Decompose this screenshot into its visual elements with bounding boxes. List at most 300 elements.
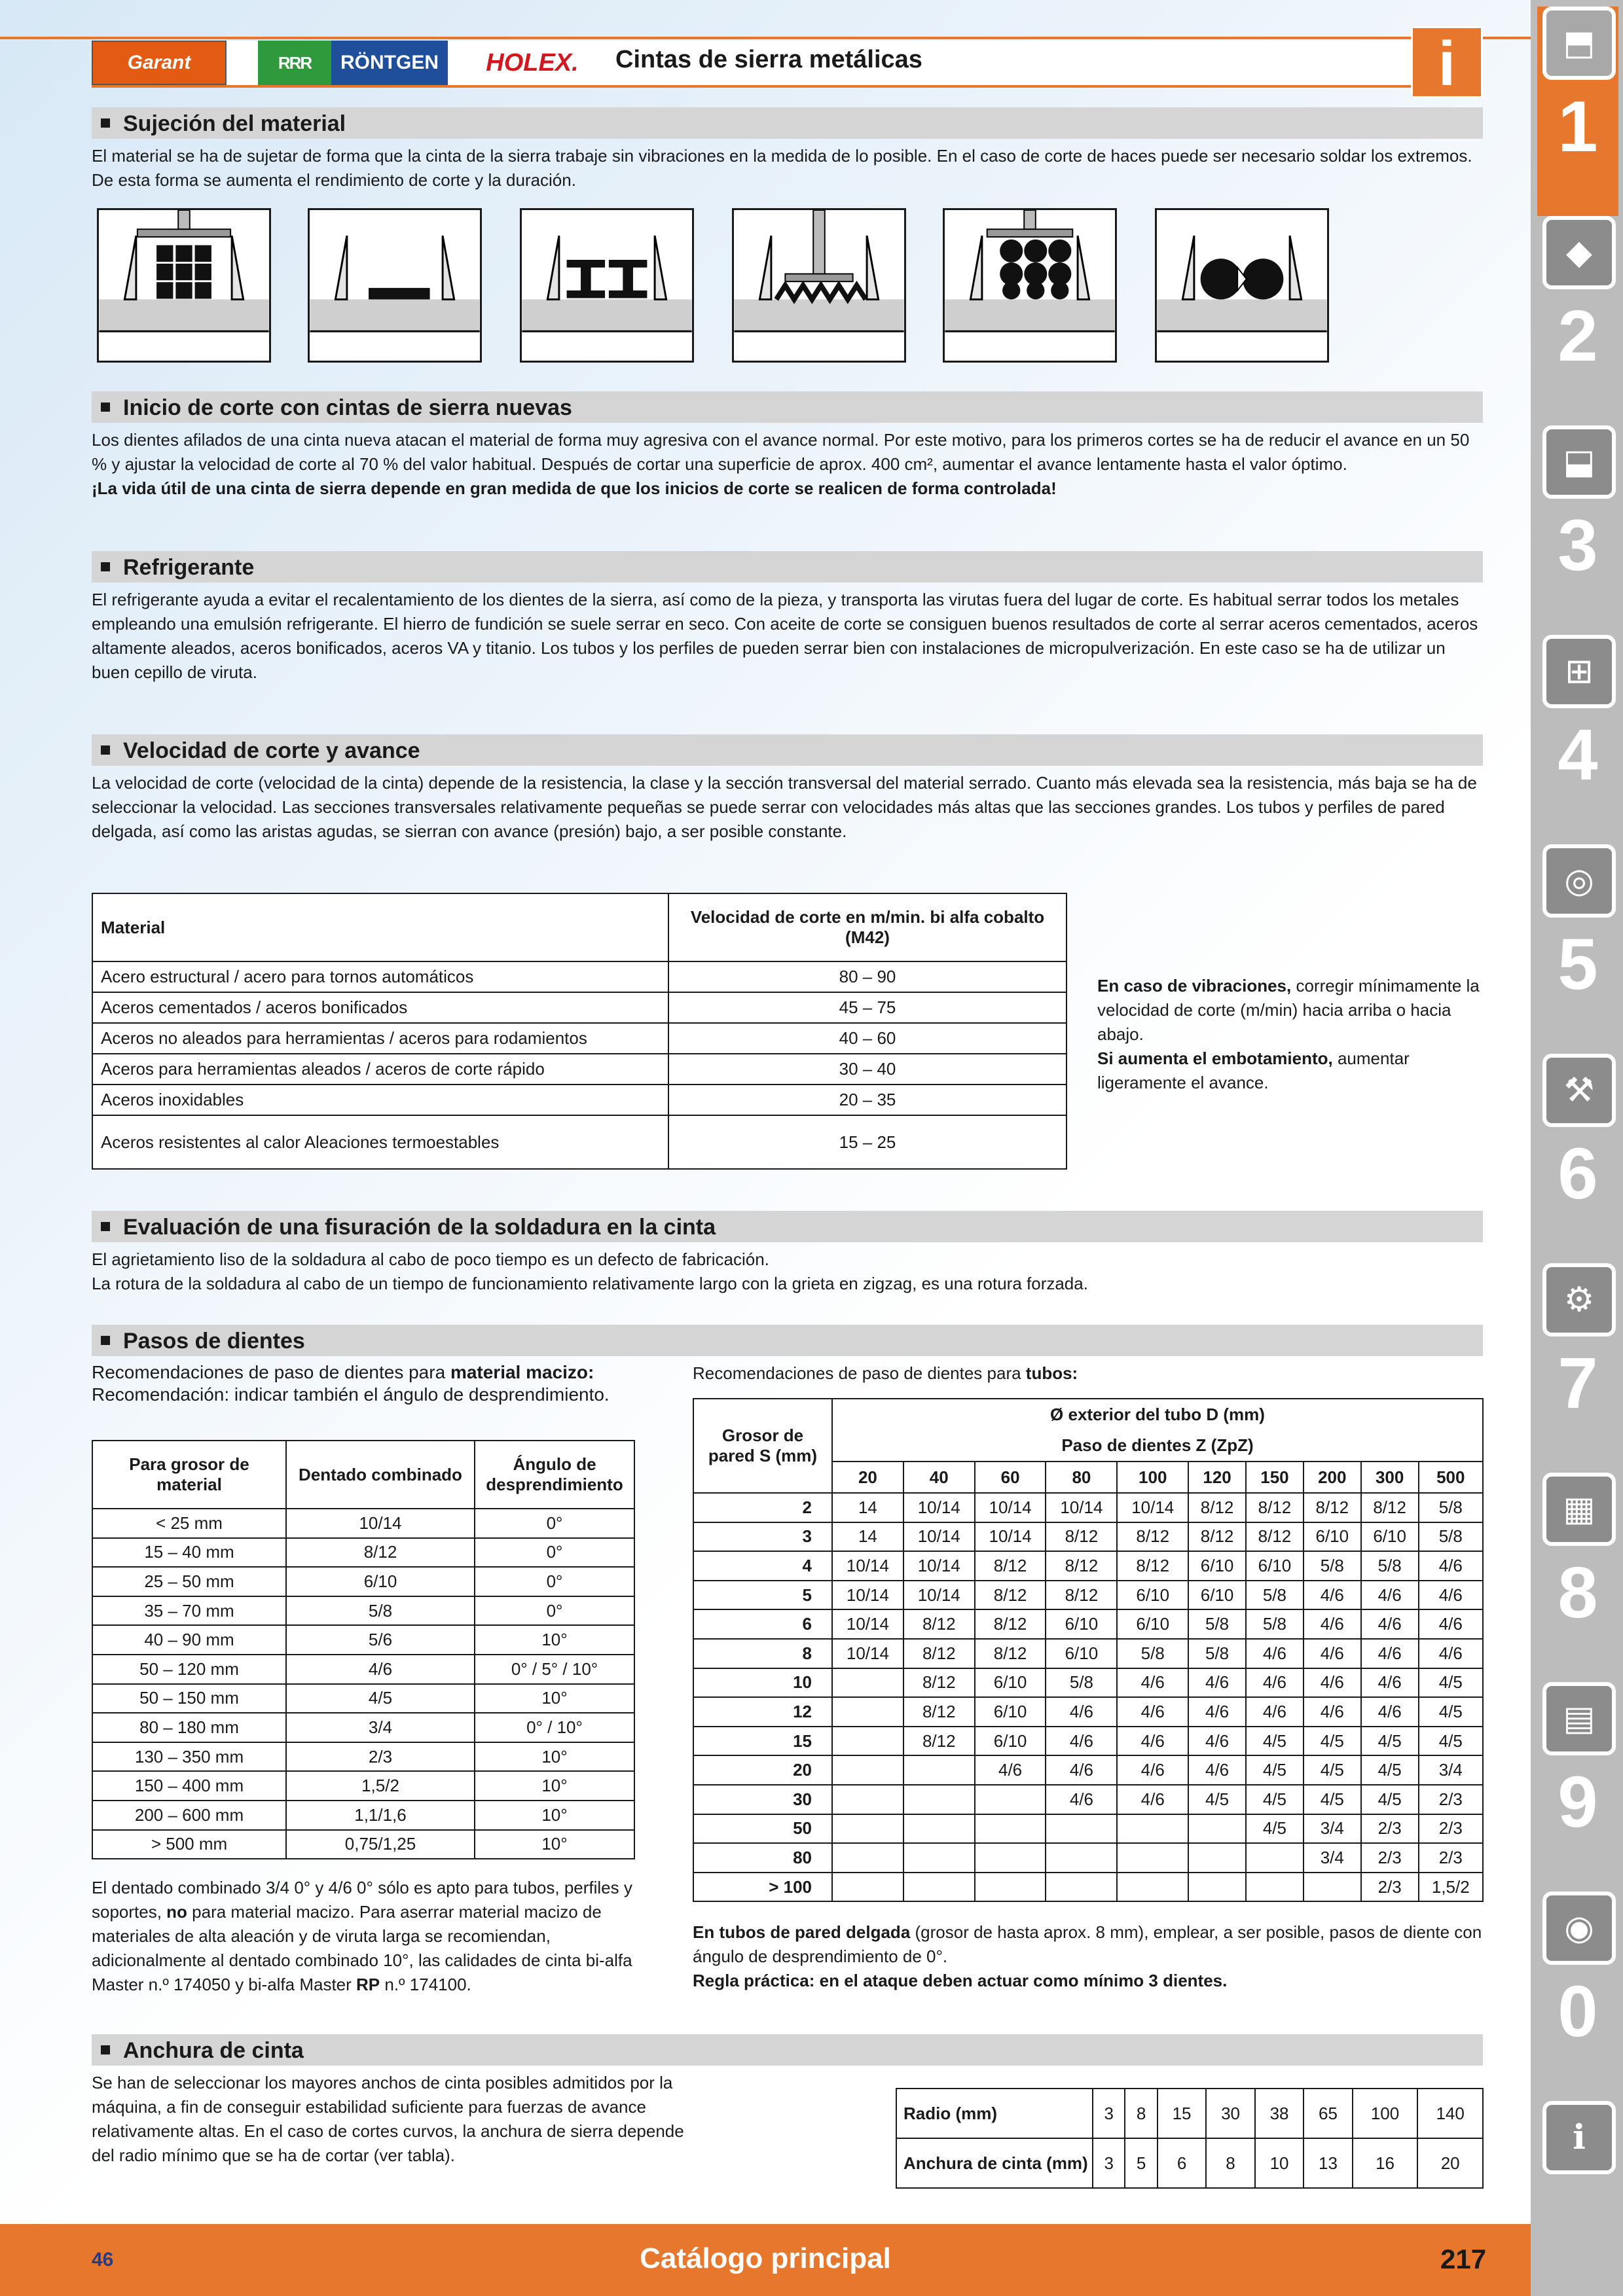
pitch-cell: 4/6 <box>1419 1639 1483 1668</box>
section-title: Refrigerante <box>123 555 255 580</box>
pitch-cell: 4/6 <box>1188 1697 1246 1727</box>
table-row <box>693 1873 1483 1902</box>
pitch-cell: 2/3 <box>1361 1843 1419 1873</box>
diameter-header: 120 <box>1188 1462 1246 1493</box>
chapter-tab-1[interactable] <box>1537 7 1618 216</box>
pitch-cell <box>1046 1843 1117 1873</box>
section-title: Evaluación de una fisuración de la soldadura en la cinta <box>123 1215 716 1240</box>
pitch-cell <box>1246 1873 1304 1902</box>
speed-note-bold-2: Si aumenta el embotamiento, <box>1097 1049 1333 1068</box>
pitch-cell: 4/6 <box>1046 1785 1117 1814</box>
pitch-cell: 6/10 <box>975 1668 1046 1698</box>
table-row <box>693 1727 1483 1756</box>
pitch-cell: 3/4 <box>1304 1843 1361 1873</box>
rake-angle-cell: 10° <box>475 1771 634 1801</box>
speed-text: La velocidad de corte (velocidad de la cinta) depende de la resistencia, la clase y la sección transversal del material serrado. Cuanto más elevada sea la resistencia, más baja se ha de seleccionar la velocidad. Las secciones transversales relativamente pequeñas se puede serrar con velocidades más altas que las secciones grandes. Los tubos y perfiles de pared delgada, así como las aristas agudas, se sierran con avance (presión) bajo, a ser posible constante. <box>92 773 1477 841</box>
pitch-cell: 2/3 <box>1361 1814 1419 1844</box>
pitch-solid-intro-b: material macizo: <box>450 1362 594 1382</box>
pitch-cell: 8/12 <box>903 1727 975 1756</box>
clamping-figure-tubes <box>943 208 1117 363</box>
thickness-cell: 200 – 600 mm <box>92 1801 286 1830</box>
speed-cell: 30 – 40 <box>668 1054 1067 1085</box>
pitch-cell: 4/6 <box>1419 1609 1483 1639</box>
chapter-tab-7[interactable] <box>1537 1263 1618 1473</box>
pitch-cell: 8/12 <box>903 1668 975 1698</box>
pitch-cell: 4/6 <box>1046 1755 1117 1785</box>
radius-cell: 3 <box>1093 2089 1125 2138</box>
pitch-cell: 4/6 <box>1246 1697 1304 1727</box>
table-row <box>693 1814 1483 1844</box>
pitch-solid-note-d: RP <box>356 1975 380 1994</box>
table-row <box>92 1054 1067 1085</box>
pitch-cell <box>1046 1814 1117 1844</box>
thickness-cell: 80 – 180 mm <box>92 1713 286 1742</box>
rake-angle-cell: 10° <box>475 1742 634 1772</box>
material-cell: Aceros inoxidables <box>92 1085 668 1115</box>
thickness-cell: 15 – 40 mm <box>92 1538 286 1568</box>
pitch-cell <box>832 1814 903 1844</box>
col-header-pitch: Paso de dientes Z (ZpZ) <box>832 1430 1483 1462</box>
pitch-cell: 6/10 <box>1361 1522 1419 1552</box>
pitch-tube-intro <box>693 1361 1484 1386</box>
band-width-cell: 16 <box>1353 2138 1418 2188</box>
hand-tools-icon: ⚙ <box>1542 1263 1616 1336</box>
pitch-cell <box>1117 1843 1188 1873</box>
bullet-square-icon <box>101 118 110 128</box>
rake-angle-cell: 10° <box>475 1830 634 1859</box>
pitch-cell: 4/5 <box>1246 1785 1304 1814</box>
pitch-cell: 4/6 <box>1117 1785 1188 1814</box>
pitch-cell <box>832 1873 903 1902</box>
pitch-tube-note <box>693 1920 1484 1993</box>
pitch-cell: 2/3 <box>1361 1873 1419 1902</box>
thickness-cell: 150 – 400 mm <box>92 1771 286 1801</box>
pitch-cell: 8/12 <box>903 1609 975 1639</box>
band-width-row <box>896 2138 1483 2188</box>
clamping-figure-bundle <box>97 208 271 363</box>
pitch-cell: 4/5 <box>1361 1785 1419 1814</box>
pitch-cell: 8/12 <box>975 1581 1046 1610</box>
pitch-cell: 14 <box>832 1493 903 1522</box>
combined-pitch-cell: 4/6 <box>286 1655 475 1684</box>
pitch-cell <box>903 1814 975 1844</box>
band-width-cell: 5 <box>1125 2138 1157 2188</box>
chapter-number: 1 <box>1558 86 1598 167</box>
rake-angle-cell: 0° / 10° <box>475 1713 634 1742</box>
pitch-solid-note-e: n.º 174100. <box>380 1975 471 1994</box>
table-row <box>693 1609 1483 1639</box>
chapter-number: 2 <box>1558 296 1598 376</box>
pitch-cell: 6/10 <box>975 1727 1046 1756</box>
pitch-cell: 4/6 <box>1304 1581 1361 1610</box>
pitch-cell <box>1188 1843 1246 1873</box>
chapter-number: 6 <box>1558 1134 1598 1214</box>
wall-thickness-cell: 3 <box>693 1522 832 1552</box>
thickness-cell: 50 – 150 mm <box>92 1684 286 1713</box>
table-row <box>92 961 1067 992</box>
coolant-text: El refrigerante ayuda a evitar el recalentamiento de los dientes de la sierra, así como de la pieza, y transporta las virutas fuera del lugar de corte. Es habitual serrar todos los metales empleando una emulsión refrigerante. El hierro de fundición se suele serrar en seco. Con aceite de corte se consiguen buenos resultados de corte al serrar aceros cementados, aceros altamente aleados, aceros bonificados, aceros VA y titanio. Los tubos y los perfiles de pueden serrar bien con instalaciones de micropulverización. En este caso se ha de utilizar un buen cepillo de viruta. <box>92 590 1478 682</box>
rake-angle-cell: 10° <box>475 1684 634 1713</box>
pitch-cell: 4/6 <box>1361 1639 1419 1668</box>
table-row <box>693 1522 1483 1552</box>
table-row <box>693 1493 1483 1522</box>
pitch-cell: 4/6 <box>1188 1755 1246 1785</box>
table-row <box>693 1843 1483 1873</box>
pitch-cell: 4/6 <box>1117 1697 1188 1727</box>
pitch-cell: 4/6 <box>1246 1639 1304 1668</box>
radius-cell: 30 <box>1206 2089 1254 2138</box>
pitch-cell: 4/5 <box>1419 1697 1483 1727</box>
pitch-cell: 5/8 <box>1304 1551 1361 1581</box>
pitch-cell <box>832 1668 903 1698</box>
pitch-cell: 8/12 <box>903 1697 975 1727</box>
table-row <box>693 1551 1483 1581</box>
new-blades-text <box>92 428 1483 501</box>
combined-pitch-cell: 1,5/2 <box>286 1771 475 1801</box>
thickness-cell: 25 – 50 mm <box>92 1567 286 1596</box>
pitch-solid-note-b: no <box>166 1902 187 1922</box>
footer <box>0 2224 1531 2296</box>
footer-page-number: 217 <box>1440 2244 1487 2274</box>
cutting-speed-table <box>92 893 1067 1170</box>
pitch-cell: 5/8 <box>1046 1668 1117 1698</box>
table-row <box>693 1785 1483 1814</box>
wall-thickness-cell: 30 <box>693 1785 832 1814</box>
tube-pitch-table <box>693 1398 1484 1902</box>
pitch-cell: 6/10 <box>1046 1639 1117 1668</box>
pitch-cell: 6/10 <box>1117 1581 1188 1610</box>
speed-cell: 20 – 35 <box>668 1085 1067 1115</box>
rake-angle-cell: 10° <box>475 1625 634 1655</box>
pitch-cell <box>975 1873 1046 1902</box>
pitch-cell: 6/10 <box>975 1697 1046 1727</box>
pitch-cell: 10/14 <box>832 1581 903 1610</box>
pitch-cell: 4/6 <box>1117 1668 1188 1698</box>
pitch-cell <box>975 1785 1046 1814</box>
footer-title: Catálogo principal <box>640 2242 891 2274</box>
width-text: Se han de seleccionar los mayores anchos de cinta posibles admitidos por la máquina, a fin de conseguir estabilidad suficiente para fuerzas de avance relativamente altas. En el caso de cortes curvos, la anchura de sierra depende del radio mínimo que se ha de cortar (ver tabla). <box>92 2073 684 2165</box>
rontgen-logo <box>258 41 448 85</box>
pitch-cell: 8/12 <box>1188 1493 1246 1522</box>
pitch-cell: 5/8 <box>1246 1609 1304 1639</box>
pitch-cell: 14 <box>832 1522 903 1552</box>
pitch-cell: 4/6 <box>1188 1727 1246 1756</box>
speed-cell: 80 – 90 <box>668 961 1067 992</box>
material-cell: Acero estructural / acero para tornos automáticos <box>92 961 668 992</box>
grinding-disc-icon: ◎ <box>1542 844 1616 918</box>
band-width-label: Anchura de cinta (mm) <box>896 2138 1093 2188</box>
pitch-cell <box>1046 1873 1117 1902</box>
section-title: Inicio de corte con cintas de sierra nuevas <box>123 395 572 420</box>
combined-pitch-cell: 6/10 <box>286 1567 475 1596</box>
chapter-tab-3[interactable] <box>1537 425 1618 635</box>
header <box>92 41 1483 86</box>
pitch-tube-note-b: (grosor de hasta aprox. 8 mm), emplear, a ser posible, pasos de diente con ángulo de desprendimiento de 0°. <box>693 1922 1482 1966</box>
pitch-cell: 8/12 <box>1046 1522 1117 1552</box>
table-row <box>92 1713 634 1742</box>
material-cell: Aceros resistentes al calor Aleaciones termoestables <box>92 1115 668 1169</box>
rontgen-rings-icon: RRR <box>258 41 331 85</box>
chapter-number: 9 <box>1558 1762 1598 1842</box>
pitch-cell: 6/10 <box>1188 1581 1246 1610</box>
pitch-cell: 6/10 <box>1117 1609 1188 1639</box>
pitch-cell: 10/14 <box>832 1551 903 1581</box>
table-row <box>92 1655 634 1684</box>
pitch-solid-intro-c: Recomendación: indicar también el ángulo de desprendimiento. <box>92 1384 610 1405</box>
pitch-cell: 5/8 <box>1246 1581 1304 1610</box>
chapter-number: 4 <box>1558 715 1598 795</box>
thickness-cell: < 25 mm <box>92 1509 286 1538</box>
pitch-cell <box>832 1727 903 1756</box>
chapter-number: 0 <box>1558 1971 1598 2052</box>
chapter-tab-i[interactable] <box>1537 2101 1618 2296</box>
pitch-cell: 10/14 <box>832 1639 903 1668</box>
section-title: Pasos de dientes <box>123 1329 305 1354</box>
pitch-cell: 8/12 <box>1188 1522 1246 1552</box>
table-row <box>693 1668 1483 1698</box>
table-row <box>92 1596 634 1626</box>
thickness-cell: 130 – 350 mm <box>92 1742 286 1772</box>
pitch-cell: 10/14 <box>975 1493 1046 1522</box>
pitch-solid-note <box>92 1876 642 1997</box>
section-title: Anchura de cinta <box>123 2038 304 2063</box>
table-row <box>92 1742 634 1772</box>
pitch-cell: 4/6 <box>1046 1727 1117 1756</box>
chapter-tab-2[interactable] <box>1537 216 1618 425</box>
pitch-cell: 8/12 <box>1304 1493 1361 1522</box>
rake-angle-cell: 0° / 5° / 10° <box>475 1655 634 1684</box>
chapter-tab-4[interactable] <box>1537 635 1618 844</box>
chapter-sidebar <box>1531 0 1623 2296</box>
section-header-new-blades <box>92 391 1483 423</box>
radius-row <box>896 2089 1483 2138</box>
table-row <box>92 1538 634 1568</box>
pitch-cell: 5/8 <box>1188 1639 1246 1668</box>
pitch-cell: 4/6 <box>1361 1609 1419 1639</box>
pitch-cell: 8/12 <box>1117 1522 1188 1552</box>
wall-thickness-cell: > 100 <box>693 1873 832 1902</box>
pitch-cell <box>975 1814 1046 1844</box>
bullet-square-icon <box>101 1222 110 1231</box>
pitch-cell: 4/6 <box>975 1755 1046 1785</box>
tool-holder-icon: ⬓ <box>1542 425 1616 499</box>
pitch-cell: 4/6 <box>1304 1609 1361 1639</box>
col-header-speed: Velocidad de corte en m/min. bi alfa cobalto (M42) <box>668 893 1067 961</box>
pitch-cell: 4/5 <box>1188 1785 1246 1814</box>
chapter-tab-6[interactable] <box>1537 1054 1618 1263</box>
band-width-cell: 6 <box>1158 2138 1206 2188</box>
section-title: Sujeción del material <box>123 111 346 136</box>
pitch-cell: 1,5/2 <box>1419 1873 1483 1902</box>
drill-bit-icon: ⬒ <box>1542 7 1616 80</box>
radius-cell: 38 <box>1255 2089 1304 2138</box>
radius-label: Radio (mm) <box>896 2089 1093 2138</box>
pitch-cell: 6/10 <box>1246 1551 1304 1581</box>
pitch-cell <box>903 1755 975 1785</box>
table-row <box>92 1115 1067 1169</box>
bullet-square-icon <box>101 562 110 571</box>
col-header-angle: Ángulo de desprendimiento <box>475 1441 634 1509</box>
pitch-cell: 5/8 <box>1361 1551 1419 1581</box>
pitch-cell <box>1246 1843 1304 1873</box>
pitch-cell: 8/12 <box>1246 1522 1304 1552</box>
combined-pitch-cell: 5/8 <box>286 1596 475 1626</box>
table-row <box>693 1581 1483 1610</box>
table-row <box>92 1509 634 1538</box>
pitch-cell <box>903 1843 975 1873</box>
bullet-square-icon <box>101 1336 110 1345</box>
pitch-cell: 8/12 <box>975 1639 1046 1668</box>
wall-thickness-cell: 6 <box>693 1609 832 1639</box>
table-header-row <box>92 893 1067 961</box>
insert-icon: ◆ <box>1542 216 1616 289</box>
section-header-speed <box>92 734 1483 766</box>
table-header-row <box>693 1399 1483 1430</box>
weld-line-2: La rotura de la soldadura al cabo de un tiempo de funcionamiento relativamente largo con la grieta en zigzag, es una rotura forzada. <box>92 1274 1088 1293</box>
info-icon: i <box>1411 26 1483 98</box>
speed-note-text-2: aumentar ligeramente el avance. <box>1097 1049 1410 1092</box>
pitch-cell: 4/6 <box>1361 1581 1419 1610</box>
pitch-cell: 8/12 <box>903 1639 975 1668</box>
pitch-cell: 8/12 <box>1361 1493 1419 1522</box>
clamping-text: El material se ha de sujetar de forma que la cinta de la sierra trabaje sin vibraciones en la medida de lo posible. En el caso de corte de haces puede ser necesario soldar los extremos. De esta forma se aumenta el rendimiento de corte y la duración. <box>92 146 1472 190</box>
caliper-icon: ⊞ <box>1542 635 1616 708</box>
pitch-cell: 5/8 <box>1419 1493 1483 1522</box>
pitch-cell <box>975 1843 1046 1873</box>
pitch-cell: 4/6 <box>1117 1727 1188 1756</box>
pitch-solid-note-a: El dentado combinado 3/4 0° y 4/6 0° sólo es apto para tubos, perfiles y soportes, <box>92 1878 632 1922</box>
cabinet-icon: ▤ <box>1542 1682 1616 1755</box>
diameter-header: 300 <box>1361 1462 1419 1493</box>
workbench-icon: ▦ <box>1542 1473 1616 1546</box>
pitch-cell <box>832 1755 903 1785</box>
col-header-combined: Dentado combinado <box>286 1441 475 1509</box>
pitch-cell: 10/14 <box>903 1551 975 1581</box>
pitch-cell <box>1188 1873 1246 1902</box>
pitch-cell <box>903 1873 975 1902</box>
speed-note-bold-1: En caso de vibraciones, <box>1097 976 1292 996</box>
pitch-cell <box>832 1697 903 1727</box>
pitch-cell: 10/14 <box>903 1522 975 1552</box>
radius-cell: 100 <box>1353 2089 1418 2138</box>
rake-angle-cell: 0° <box>475 1538 634 1568</box>
wall-thickness-cell: 12 <box>693 1697 832 1727</box>
table-row <box>92 1567 634 1596</box>
combined-pitch-cell: 0,75/1,25 <box>286 1830 475 1859</box>
weld-line-1: El agrietamiento liso de la soldadura al cabo de poco tiempo es un defecto de fabricación. <box>92 1249 769 1269</box>
pitch-cell: 8/12 <box>1046 1551 1117 1581</box>
rake-angle-cell: 0° <box>475 1509 634 1538</box>
chapter-tab-0[interactable] <box>1537 1892 1618 2101</box>
pitch-cell: 4/6 <box>1046 1697 1117 1727</box>
diameter-header: 80 <box>1046 1462 1117 1493</box>
material-cell: Aceros para herramientas aleados / aceros de corte rápido <box>92 1054 668 1085</box>
page-title: Cintas de sierra metálicas <box>615 46 922 73</box>
section-header-weld <box>92 1211 1483 1242</box>
new-blades-body: Los dientes afilados de una cinta nueva atacan el material de forma muy agresiva con el avance normal. Por este motivo, para los primeros cortes se ha de reducir el avance en un 50 % y ajustar la velocidad de corte al 70 % del valor habitual. Después de cortar una superficie de aprox. 400 cm², aumentar el avance lentamente hasta el valor óptimo. <box>92 430 1470 474</box>
section-header-width <box>92 2034 1483 2066</box>
pitch-tube-intro-b: tubos: <box>1025 1363 1078 1383</box>
pitch-tube-note-a: En tubos de pared delgada <box>693 1922 911 1942</box>
footer-page-number-left: 46 <box>92 2249 114 2270</box>
diameter-header: 200 <box>1304 1462 1361 1493</box>
radius-cell: 65 <box>1304 2089 1352 2138</box>
clamping-figure-round-bars <box>1155 208 1329 363</box>
clamping-figure-angles <box>732 208 906 363</box>
pitch-cell: 5/8 <box>1419 1522 1483 1552</box>
weld-text <box>92 1247 1483 1296</box>
section-title: Velocidad de corte y avance <box>123 738 420 763</box>
pitch-tube-note-c: Regla práctica: en el ataque deben actuar como mínimo 3 dientes. <box>693 1971 1228 1990</box>
tube-table-body <box>693 1493 1483 1901</box>
rake-angle-cell: 10° <box>475 1801 634 1830</box>
pitch-cell <box>903 1785 975 1814</box>
chapter-tab-5[interactable] <box>1537 844 1618 1054</box>
thickness-cell: 35 – 70 mm <box>92 1596 286 1626</box>
pitch-cell <box>1304 1873 1361 1902</box>
pitch-cell: 4/6 <box>1304 1697 1361 1727</box>
pitch-solid-note-c: para material macizo. Para aserrar material macizo de materiales de alta aleación y de viruta larga se recomiendan, adicionalmente al dentado combinado 10°, las calidades de cinta bi-alfa Master n.º 174050 y bi-alfa Master <box>92 1902 632 1994</box>
rake-angle-cell: 0° <box>475 1567 634 1596</box>
pitch-solid-intro <box>92 1361 635 1406</box>
pitch-cell: 3/4 <box>1304 1814 1361 1844</box>
rontgen-logo-text: RÖNTGEN <box>340 52 439 73</box>
header-rule <box>0 37 1531 39</box>
pitch-cell: 10/14 <box>975 1522 1046 1552</box>
speed-note-text-1: corregir mínimamente la velocidad de corte (m/min) hacia arriba o hacia abajo. <box>1097 976 1480 1044</box>
pitch-cell: 5/8 <box>1188 1609 1246 1639</box>
combined-pitch-cell: 4/5 <box>286 1684 475 1713</box>
table-row <box>693 1755 1483 1785</box>
holex-logo: HOLEX. <box>486 48 579 77</box>
pitch-cell: 4/5 <box>1246 1814 1304 1844</box>
pitch-cell: 4/5 <box>1361 1727 1419 1756</box>
chapter-tab-9[interactable] <box>1537 1682 1618 1892</box>
pitch-cell: 4/5 <box>1419 1727 1483 1756</box>
clamping-figure-profile <box>520 208 694 363</box>
chapter-tab-8[interactable] <box>1537 1473 1618 1682</box>
pitch-cell: 10/14 <box>1046 1493 1117 1522</box>
pitch-cell <box>832 1785 903 1814</box>
pitch-cell: 4/5 <box>1361 1755 1419 1785</box>
chapter-number: 7 <box>1558 1343 1598 1424</box>
table-row <box>92 1625 634 1655</box>
col-header-outer-diameter: Ø exterior del tubo D (mm) <box>832 1399 1483 1430</box>
combined-pitch-cell: 8/12 <box>286 1538 475 1568</box>
pitch-cell: 4/6 <box>1188 1668 1246 1698</box>
pitch-cell <box>832 1843 903 1873</box>
material-cell: Aceros no aleados para herramientas / aceros para rodamientos <box>92 1023 668 1054</box>
col-header-wall: Grosor de pared S (mm) <box>693 1399 832 1493</box>
wall-thickness-cell: 50 <box>693 1814 832 1844</box>
chapter-number: 3 <box>1558 505 1598 586</box>
speed-table-body <box>92 961 1067 1169</box>
table-row <box>693 1697 1483 1727</box>
band-width-cell: 8 <box>1206 2138 1254 2188</box>
wall-thickness-cell: 15 <box>693 1727 832 1756</box>
pitch-cell: 4/6 <box>1361 1668 1419 1698</box>
pitch-cell: 4/5 <box>1304 1785 1361 1814</box>
wall-thickness-cell: 20 <box>693 1755 832 1785</box>
speed-cell: 45 – 75 <box>668 992 1067 1023</box>
wrench-icon: ⚒ <box>1542 1054 1616 1127</box>
chapter-number: 8 <box>1558 1552 1598 1633</box>
combined-pitch-cell: 10/14 <box>286 1509 475 1538</box>
safety-goggles-icon: ◉ <box>1542 1892 1616 1965</box>
pitch-cell: 6/10 <box>1046 1609 1117 1639</box>
wall-thickness-cell: 4 <box>693 1551 832 1581</box>
info-icon: ℹ <box>1542 2101 1616 2174</box>
